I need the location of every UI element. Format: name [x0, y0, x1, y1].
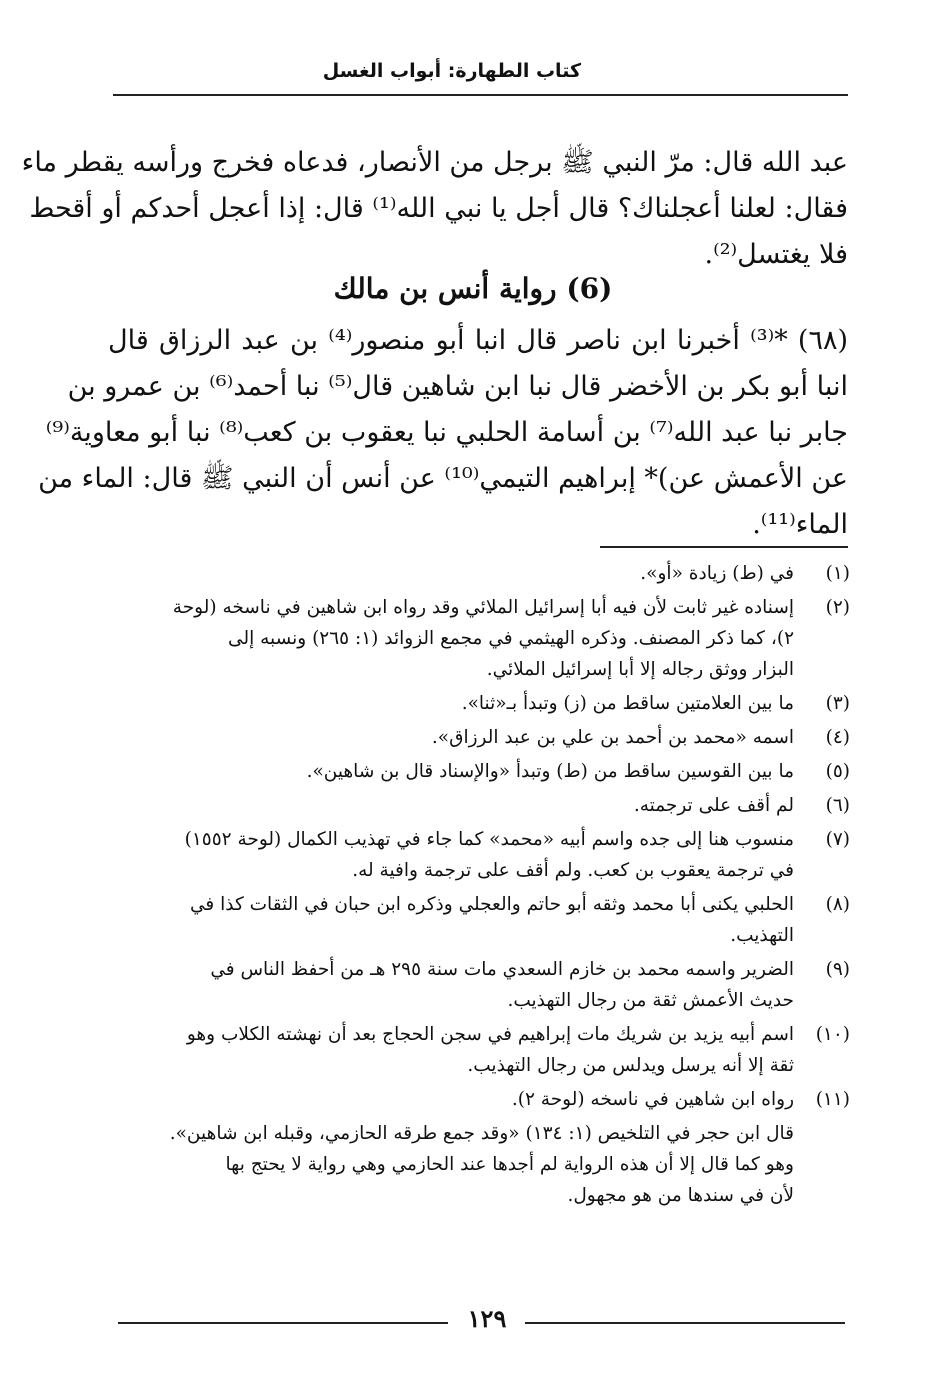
running-header: كتاب الطهارة: أبواب الغسل [322, 60, 581, 82]
footnote-number: (٩) [825, 959, 850, 980]
footnote [110, 954, 850, 1016]
footnote-text: اسم أبيه يزيد بن شريك مات إبراهيم في سجن الحجاج بعد أن نهشته الكلاب وهو ثقة إلا أنه يرسل ويدلس من رجال التهذيب. [186, 1024, 794, 1076]
header-divider [113, 94, 848, 96]
footnote-number: (١٠) [815, 1024, 850, 1045]
footnote-number: (٢) [825, 597, 850, 618]
footnote-number: (٧) [825, 829, 850, 850]
footnote-text: الحلبي يكنى أبا محمد وثقه أبو حاتم والعجلي وذكره ابن حبان في الثقات كذا في التهذيب. [189, 894, 794, 946]
section-heading: (6) رواية أنس بن مالك [333, 272, 613, 305]
footnotes-list [110, 558, 850, 1211]
footnote-number: (٥) [825, 761, 850, 782]
text-line: فقال: لعلنا أعجلناك؟ قال أجل يا نبي الله⁽¹⁾ قال: إذا أعجل أحدكم أو أقحط [29, 193, 848, 224]
footnote-continuation-line: وهو كما قال إلا أن هذه الرواية لم أجدها عند الحازمي وهي رواية لا يحتج بها [225, 1154, 794, 1175]
footnote-text: اسمه «محمد بن أحمد بن علي بن عبد الرزاق». [431, 727, 794, 748]
footnote [110, 592, 850, 685]
text-line: الماء⁽¹¹⁾. [752, 509, 848, 540]
footnote [110, 756, 850, 787]
footnote-text: ما بين القوسين ساقط من (ط) وتبدأ «والإسناد قال بن شاهين». [306, 761, 794, 782]
footnote [110, 790, 850, 821]
footnote [110, 1019, 850, 1081]
text-line: جابر نبا عبد الله⁽⁷⁾ بن أسامة الحلبي نبا يعقوب بن كعب⁽⁸⁾ نبا أبو معاوية⁽⁹⁾ [45, 417, 848, 448]
footnote-number: (١) [825, 563, 850, 584]
text-line: انبا أبو بكر بن الأخضر قال نبا ابن شاهين قال⁽⁵⁾ نبا أحمد⁽⁶⁾ بن عمرو بن [67, 371, 848, 402]
footnote-number: (١١) [815, 1089, 850, 1110]
footnote-continuation-line: قال ابن حجر في التلخيص (١: ١٣٤) «وقد جمع طرقه الحازمي، وقبله ابن شاهين». [169, 1123, 794, 1144]
footnote-number: (٨) [825, 894, 850, 915]
footnote-divider [600, 546, 848, 548]
footer-divider-right [525, 1322, 845, 1324]
footnote-number: (٤) [825, 727, 850, 748]
footnote-text: الضرير واسمه محمد بن خازم السعدي مات سنة ٢٩٥ هـ من أحفظ الناس في حديث الأعمش ثقة من رجال التهذيب. [210, 959, 794, 1011]
footnote [110, 558, 850, 589]
footnote-text: في (ط) زيادة «أو». [640, 563, 794, 584]
footnote-text: منسوب هنا إلى جده واسم أبيه «محمد» كما جاء في تهذيب الكمال (لوحة ١٥٥٢) في ترجمة يعقوب بن كعب. ولم أقف على ترجمة وافية له. [184, 829, 794, 881]
footnote-number: (٦) [825, 795, 850, 816]
footnote-number: (٣) [825, 693, 850, 714]
footnote [110, 1084, 850, 1115]
text-line: فلا يغتسل⁽²⁾. [704, 239, 848, 270]
footnote-continuation-line: لأن في سندها من هو مجهول. [567, 1185, 794, 1206]
footnote-text: إسناده غير ثابت لأن فيه أبا إسرائيل الملائي وقد رواه ابن شاهين في ناسخه (لوحة ٢)، كما ذكر المصنف. وذكره الهيثمي في مجمع الزوائد (١: ٢٦٥) ونسبه إلى البزار ووثق رجاله إلا أبا إسرائيل الملائي. [172, 597, 794, 680]
page-number: ١٢٩ [467, 1304, 507, 1333]
text-line: (٦٨) *⁽³⁾ أخبرنا ابن ناصر قال انبا أبو منصور⁽⁴⁾ بن عبد الرزاق قال [108, 325, 849, 356]
intro-paragraph [21, 140, 848, 278]
footnote [110, 688, 850, 719]
hadith-paragraph [38, 318, 849, 548]
footnote [110, 889, 850, 951]
text-line: عبد الله قال: مرّ النبي ﷺ برجل من الأنصار، فدعاه فخرج ورأسه يقطر ماء [21, 147, 848, 178]
footnote-text: رواه ابن شاهين في ناسخه (لوحة ٢). [511, 1089, 794, 1110]
footnote-text: لم أقف على ترجمته. [633, 795, 794, 816]
footer-divider-left [118, 1322, 448, 1324]
footnote-text: ما بين العلامتين ساقط من (ز) وتبدأ بـ«ثنا». [461, 693, 794, 714]
footnote [110, 722, 850, 753]
text-line: عن الأعمش عن)* إبراهيم التيمي⁽¹⁰⁾ عن أنس أن النبي ﷺ قال: الماء من [38, 463, 848, 494]
footnote [110, 824, 850, 886]
